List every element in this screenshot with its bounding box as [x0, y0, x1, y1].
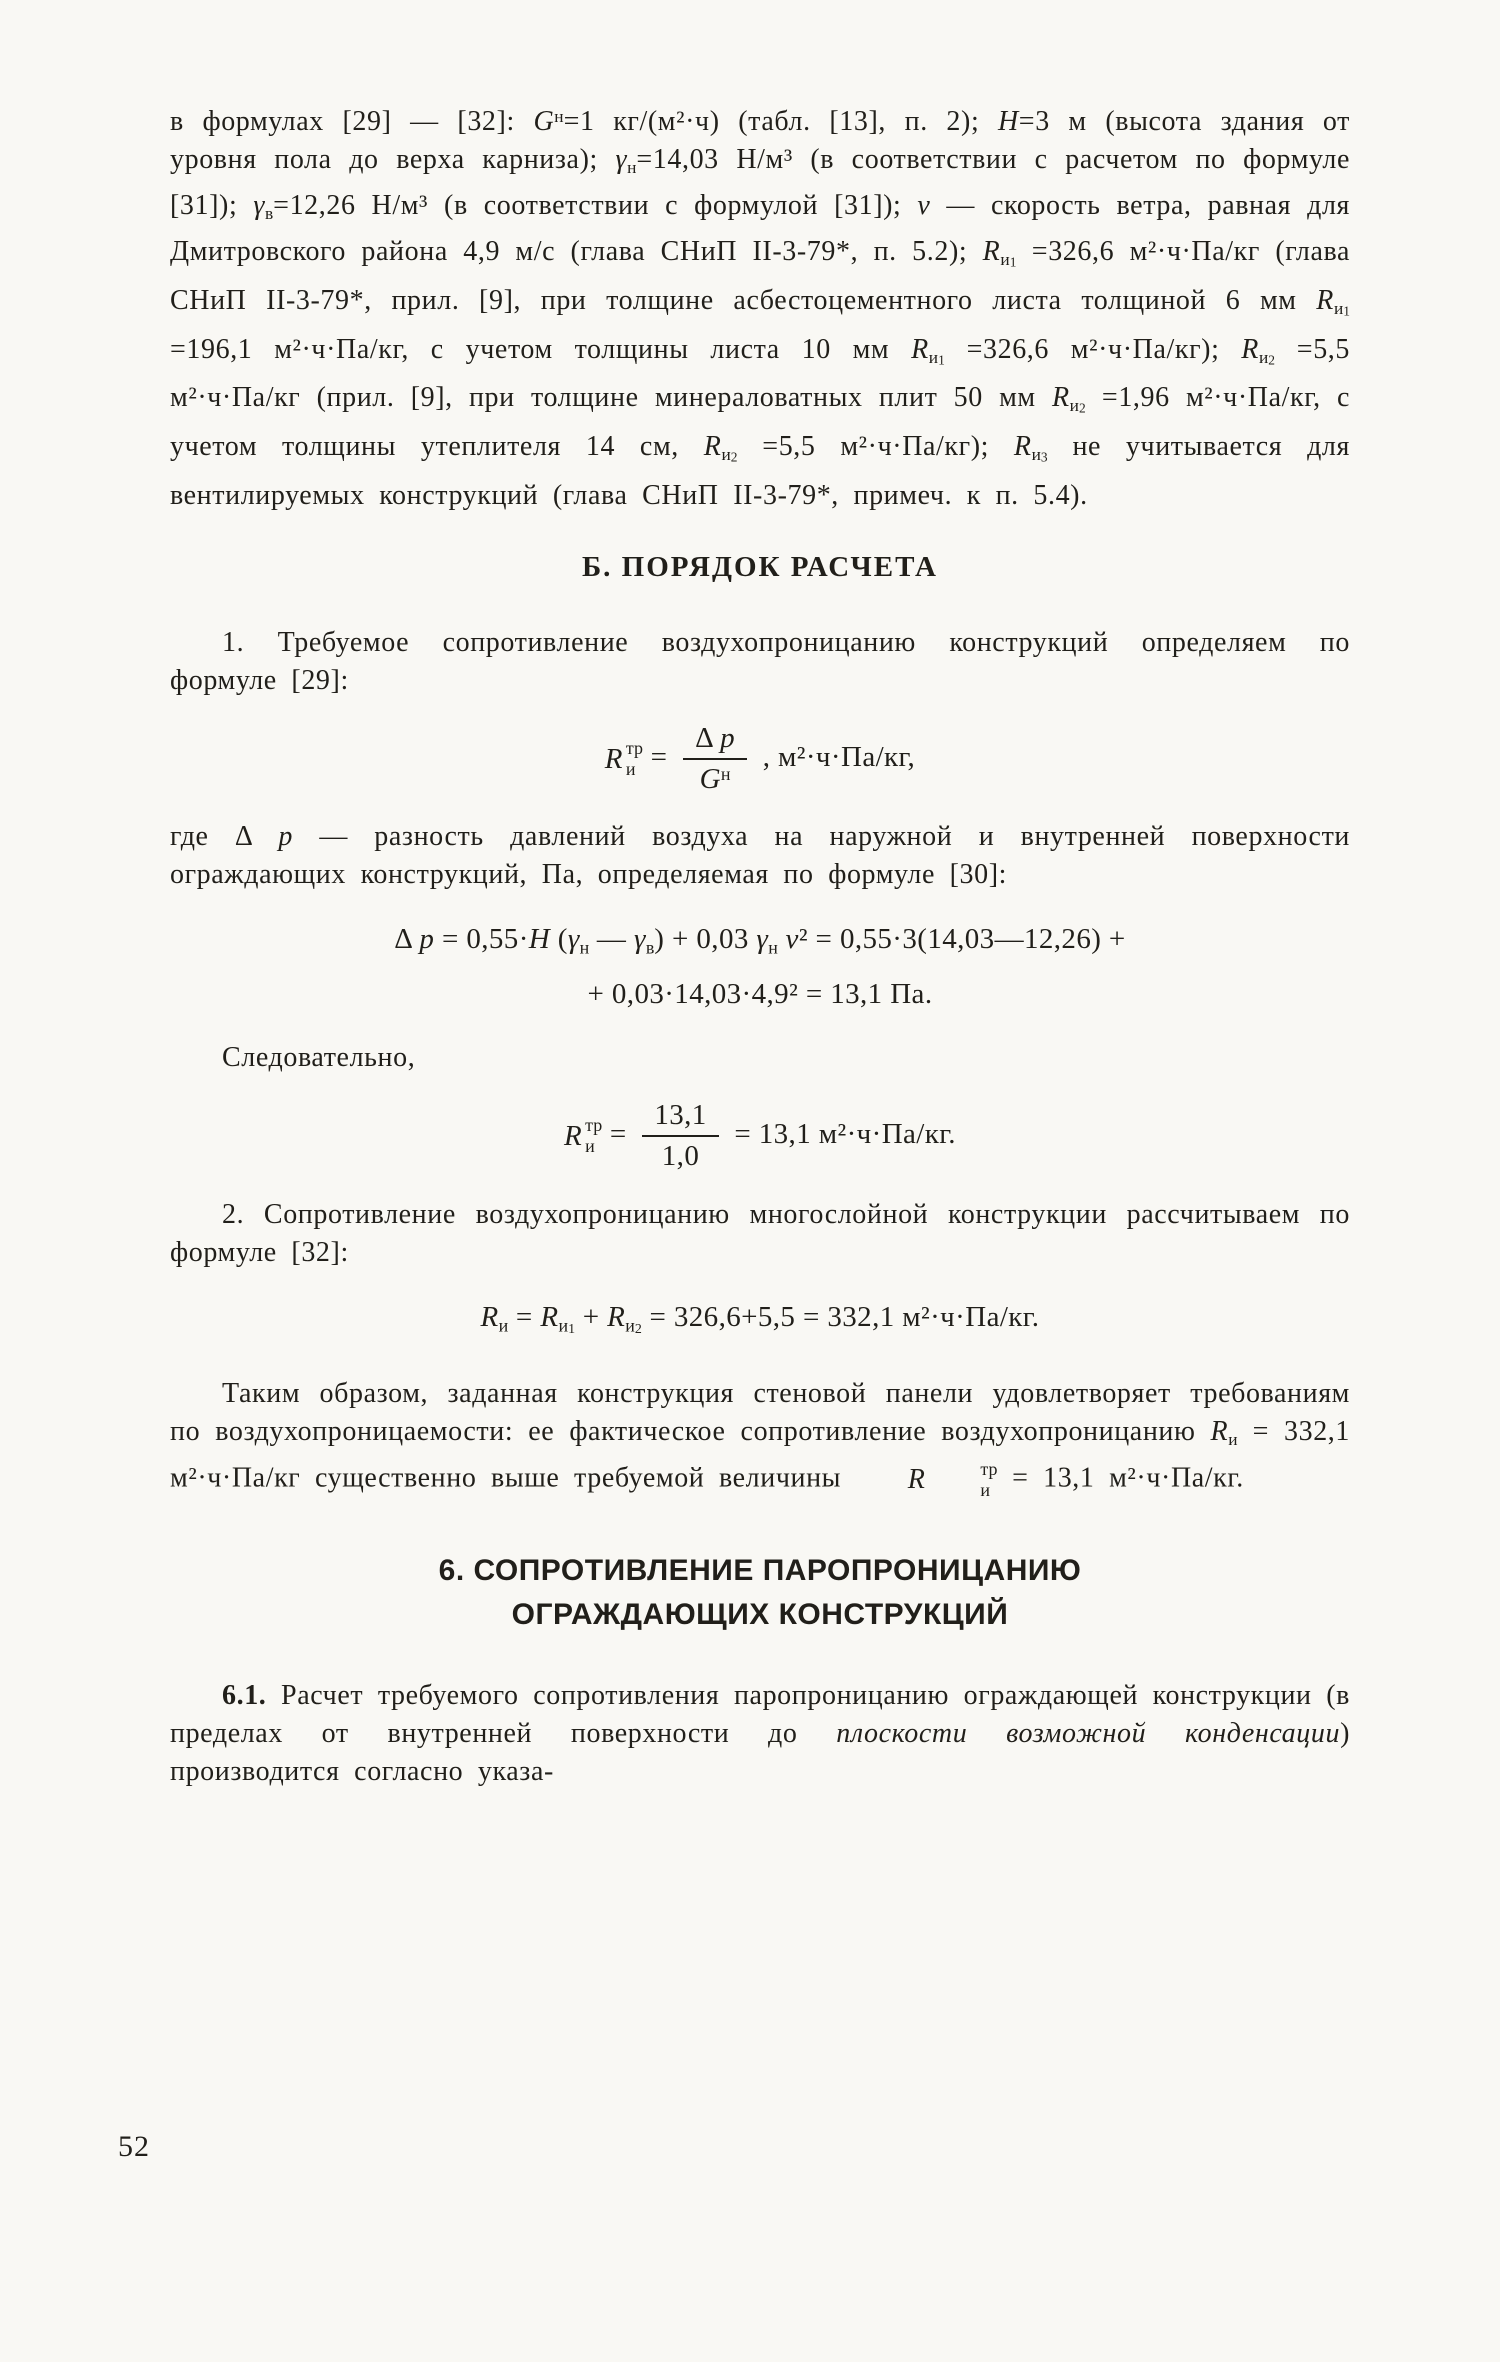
text-segment: 1 [568, 1321, 576, 1337]
text-segment: — скорость ветра, равная для Дмитровского района 4,9 м/с (глава СНиП II-3-79*, п. 5.2); [170, 190, 1351, 268]
text-segment: 2 [730, 449, 738, 465]
text-segment: — [589, 923, 634, 956]
heading-line-1: 6. СОПРОТИВЛЕНИЕ ПАРОПРОНИЦАНИЮ [438, 1553, 1082, 1587]
sup-sub-stack [585, 1115, 602, 1157]
symbol-base: R [604, 743, 623, 776]
text-segment: R [1013, 431, 1032, 463]
formula-pressure-difference [170, 916, 1350, 1016]
heading-line-2: ОГРАЖДАЮЩИХ КОНСТРУКЦИЙ [511, 1597, 1009, 1631]
subscript: и [625, 759, 636, 780]
text-segment: 3 [1040, 449, 1048, 465]
text-segment: 2 [634, 1321, 642, 1337]
symbol-base: R [564, 1120, 583, 1153]
text-segment: и [558, 1314, 569, 1335]
text-segment: + 0,03·14,03·4,9² = 13,1 Па. [587, 977, 933, 1010]
text-segment: R [1316, 284, 1334, 316]
symbol-with-sup-sub [856, 1459, 998, 1501]
text-segment: H [997, 105, 1019, 137]
text-segment: и [721, 445, 731, 465]
text-segment: p [419, 923, 435, 956]
text-segment: и [1069, 396, 1079, 416]
text-segment: = 13,1 м²·ч·Па/кг. [997, 1462, 1244, 1494]
section-heading-vapor-resistance [210, 1549, 1310, 1637]
symbol-base: R [907, 1463, 926, 1495]
text-segment: ² = 0,55·3(14,03—12,26) + [798, 923, 1126, 956]
text-segment: =1,96 м²·ч·Па/кг, с учетом толщины утеплителя 14 см, [170, 382, 1351, 463]
text-segment: в [645, 937, 655, 958]
text-segment: =5,5 м²·ч·Па/кг (прил. [9], при толщине минераловатных плит 50 мм [170, 333, 1350, 414]
text-segment: =5,5 м²·ч·Па/кг); [737, 431, 1014, 463]
paragraph-6-1 [170, 1677, 1350, 1791]
text-segment: v [785, 923, 799, 956]
paragraph-where-definition [170, 818, 1350, 894]
formula-line-2 [170, 971, 1350, 1017]
text-segment: 2 [1078, 401, 1086, 417]
text-segment: =12,26 Н/м³ (в соответствии с формулой [31]); [273, 190, 918, 221]
text-segment: γ [633, 923, 646, 956]
text-segment: н [768, 937, 778, 958]
text-segment: ) + 0,03 [654, 923, 757, 956]
text-segment: Расчет требуемого сопротивления паропроницанию ограждающей конструкции (в пределах от внутренней поверхности до [170, 1679, 1350, 1749]
text-segment: + [575, 1300, 608, 1333]
text-segment: 1 [1009, 254, 1017, 270]
text-segment: 1. Требуемое сопротивление воздухопроницанию конструкций определяем по формуле [29]: [170, 626, 1350, 696]
text-segment: в [264, 204, 274, 224]
text-segment: G [533, 105, 555, 137]
text-segment: =326,6 м²·ч·Па/кг (глава СНиП II-3-79*, прил. [9], при толщине асбестоцементного листа толщиной 6 мм [170, 236, 1350, 316]
text-segment: в формулах [29] — [32]: [170, 105, 534, 137]
page-number: 52 [118, 2130, 150, 2163]
formula-total-resistance [170, 1294, 1350, 1353]
text-segment: и [1000, 250, 1010, 270]
text-block [170, 98, 1350, 1793]
fraction-numerator [683, 722, 747, 760]
text-segment: и [1031, 445, 1041, 465]
text-segment: H [528, 923, 551, 956]
text-segment: плоскости возможной конденсации [836, 1717, 1341, 1749]
text-segment: R [703, 431, 722, 463]
text-segment: γ [756, 923, 769, 956]
text-segment: R [540, 1300, 559, 1333]
text-segment: 1 [938, 352, 945, 368]
text-segment: н [579, 937, 590, 958]
text-segment: 13,1 [654, 1098, 707, 1131]
text-segment: , м²·ч·Па/кг, [755, 740, 916, 773]
fraction-numerator [642, 1099, 718, 1137]
text-segment: Δ [394, 923, 420, 956]
text-segment: R [1051, 382, 1070, 414]
text-segment: =196,1 м²·ч·Па/кг, с учетом толщины листа 10 мм [170, 333, 912, 365]
text-segment: где Δ [170, 821, 279, 853]
text-segment: R [911, 333, 929, 365]
text-segment: R [1241, 333, 1259, 365]
superscript: тр [585, 1115, 603, 1136]
fraction [683, 722, 747, 797]
text-segment: и [1228, 1429, 1238, 1449]
text-segment: γ [567, 923, 580, 956]
sup-sub-stack [626, 738, 643, 780]
text-segment: 1,0 [661, 1140, 700, 1173]
subscript: и [585, 1136, 595, 1157]
paragraph-formula-parameters [170, 98, 1350, 515]
text-segment: R [480, 1300, 499, 1333]
text-segment: 2 [1268, 352, 1275, 368]
superscript: тр [625, 738, 643, 759]
text-segment: 6.1. [222, 1679, 282, 1711]
text-segment: = 332,1 м²·ч·Па/кг существенно выше требуемой величины [170, 1415, 1351, 1494]
text-segment: R [607, 1300, 626, 1333]
text-segment: p [720, 721, 736, 754]
text-segment: v [917, 190, 931, 221]
superscript: тр [980, 1458, 998, 1479]
text-segment: 2. Сопротивление воздухопроницанию многослойной конструкции рассчитываем по формуле [32]: [170, 1198, 1350, 1268]
text-segment: R [1210, 1415, 1229, 1447]
text-segment: =1 кг/(м²·ч) (табл. [13], п. 2); [563, 105, 998, 137]
paragraph-step-2 [170, 1196, 1350, 1272]
text-segment: ( [550, 923, 568, 956]
symbol-with-sup-sub [605, 736, 643, 782]
sup-sub-stack [928, 1459, 997, 1501]
fraction-denominator [700, 760, 731, 796]
text-segment: =326,6 м²·ч·Па/кг); [944, 333, 1242, 365]
paragraph-step-1 [170, 624, 1350, 700]
text-segment: н [627, 158, 637, 177]
text-segment: =3 м (высота здания от уровня пола до верха карниза); [170, 105, 1350, 175]
text-segment: p [278, 821, 293, 853]
text-segment: и [1258, 347, 1269, 367]
text-segment: 1 [1343, 303, 1350, 319]
text-segment: и [625, 1314, 635, 1335]
text-segment: = [643, 740, 676, 773]
formula-required-resistance [170, 722, 1350, 797]
text-segment: = [508, 1300, 541, 1333]
text-segment: = 13,1 м²·ч·Па/кг. [726, 1117, 956, 1150]
paragraph-hence: Следовательно, [222, 1041, 416, 1073]
formula-required-resistance-value [170, 1099, 1350, 1174]
text-segment: Таким образом, заданная конструкция стеновой панели удовлетворяет требованиям по воздухопроницаемости: ее фактическое сопротивление воздухопроницанию [170, 1377, 1350, 1447]
text-segment: и [498, 1314, 509, 1335]
text-segment: = 0,55· [434, 923, 529, 956]
text-segment: н [720, 764, 731, 785]
text-segment: = [602, 1117, 635, 1150]
fraction-denominator [662, 1137, 699, 1173]
subscript: и [980, 1479, 991, 1500]
text-segment: не учитывается для вентилируемых конструкций (глава СНиП II-3-79*, примеч. к п. 5.4). [170, 431, 1350, 511]
text-segment: н [554, 107, 564, 126]
text-segment: и [928, 347, 939, 367]
text-segment [778, 923, 786, 955]
text-segment: =14,03 Н/м³ (в соответствии с расчетом по формуле [31]); [170, 143, 1350, 221]
fraction [642, 1099, 718, 1174]
symbol-with-sup-sub [564, 1113, 602, 1159]
text-segment: ) производится согласно указа- [170, 1717, 1350, 1787]
text-segment: R [982, 236, 1001, 268]
text-segment: = 326,6+5,5 = 332,1 м²·ч·Па/кг. [641, 1300, 1040, 1333]
text-segment: Δ [695, 721, 721, 754]
text-segment: — разность давлений воздуха на наружной и внутренней поверхности ограждающих конструкций, Па, определяемая по формуле [30]: [170, 821, 1350, 891]
paragraph-conclusion [170, 1375, 1350, 1501]
section-heading-calc-order: Б. ПОРЯДОК РАСЧЕТА [582, 550, 938, 583]
text-segment: G [699, 763, 721, 796]
formula-line-1 [170, 916, 1350, 970]
text-segment: и [1333, 299, 1344, 319]
text-segment: γ [615, 143, 628, 175]
text-segment: γ [253, 190, 265, 221]
